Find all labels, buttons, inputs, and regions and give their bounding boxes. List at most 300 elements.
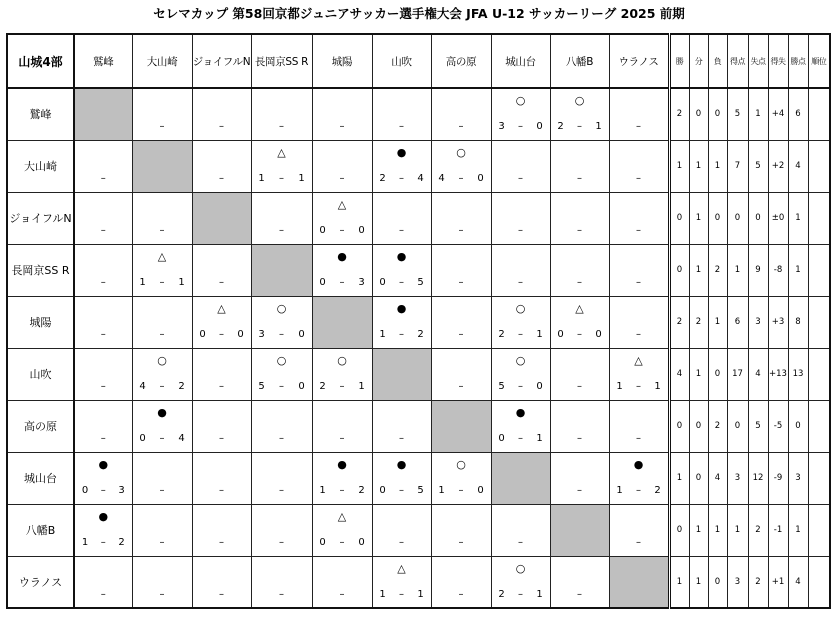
match-cell [132,88,192,140]
win-mark: ○ [337,354,347,367]
score-separator: – [159,277,165,288]
match-cell-content [373,401,431,451]
score-for: 1 [616,381,623,392]
match-cell [372,556,431,608]
loss-mark: ● [396,250,407,263]
match-cell [312,452,372,504]
stat-goals-for: 1 [727,244,748,296]
stat-losses: 1 [708,504,727,556]
match-cell-content [313,141,372,191]
stat-rank [808,296,830,348]
stat-rank [808,348,830,400]
stat-goals-against: 3 [748,296,768,348]
match-cell-content [133,89,192,139]
match-cell [251,504,312,556]
stat-wins: 0 [669,504,689,556]
match-cell [372,504,431,556]
match-cell [609,504,669,556]
not-played-mark: – [159,225,165,236]
match-score [438,484,485,498]
score-separator: – [279,381,284,392]
match-cell [491,296,550,348]
match-score [258,380,306,394]
stat-points: 4 [788,556,808,608]
not-played-mark: – [636,277,641,288]
header-row [7,34,830,88]
score-against: 0 [595,329,602,340]
row-team-name: 長岡京SS R [7,244,74,296]
stat-points: 0 [788,400,808,452]
score-for: 3 [258,329,265,340]
match-cell [550,140,609,192]
match-cell [74,296,132,348]
not-played-mark: – [279,121,284,133]
stat-goal-difference: -8 [768,244,788,296]
match-score [319,224,366,238]
not-played-mark: – [159,588,165,600]
not-played-mark: – [339,588,345,600]
match-cell [609,452,669,504]
match-cell [74,348,132,400]
stat-rank [808,556,830,608]
match-cell-content [133,297,192,347]
match-cell-content [313,193,372,243]
not-played-mark: – [636,225,641,236]
match-cell-content [551,297,609,347]
score-for: 0 [557,329,564,340]
match-cell [74,140,132,192]
stat-goals-against: 5 [748,400,768,452]
match-cell [550,88,609,140]
match-cell-content [551,349,609,399]
match-cell-content [193,453,251,503]
match-cell-content [373,141,431,191]
row-team-name: 高の原 [7,400,74,452]
match-score [319,380,366,394]
row-team-name: 鷲峰 [7,88,74,140]
score-separator: – [518,121,523,133]
not-played-mark: – [219,537,224,548]
loss-mark: ● [396,302,407,315]
row-team-name: ウラノス [7,556,74,608]
match-cell-content [193,141,251,191]
score-for: 4 [438,173,445,184]
match-cell-content [75,557,132,607]
match-cell [251,400,312,452]
self-match-cell [312,296,372,348]
score-against: 5 [417,277,424,288]
match-cell-content [75,505,132,555]
score-for: 0 [498,433,505,444]
match-cell-content [373,297,431,347]
not-played-mark: – [518,173,523,184]
win-mark: ○ [515,561,526,575]
match-cell-content [313,401,372,451]
match-cell [312,244,372,296]
match-cell [491,140,550,192]
score-for: 0 [199,329,206,340]
stat-goal-difference: +2 [768,140,788,192]
match-cell [251,452,312,504]
stat-draws: 1 [689,348,708,400]
self-match-cell [491,452,550,504]
score-against: 2 [358,485,365,496]
score-against: 1 [654,381,661,392]
match-cell [132,348,192,400]
self-match-cell [550,504,609,556]
stat-goals-for-header: 得点 [727,34,748,88]
column-team-name: ウラノス [609,34,669,88]
stat-draws: 2 [689,296,708,348]
match-score [498,120,544,134]
score-separator: – [399,329,404,340]
stat-losses: 0 [708,556,727,608]
not-played-mark: – [100,277,106,288]
match-cell [74,556,132,608]
match-cell-content [492,193,550,243]
not-played-mark: – [518,277,523,288]
score-separator: – [159,433,165,444]
match-score [258,172,306,186]
not-played-mark: – [219,173,224,184]
score-against: 1 [417,588,424,600]
match-score [616,380,662,394]
self-match-cell [74,88,132,140]
match-score [81,536,126,550]
match-cell [372,244,431,296]
stat-goals-for: 5 [727,88,748,140]
not-played-mark: – [339,433,345,444]
match-cell-content [610,193,668,243]
team-row [7,452,830,504]
stat-rank [808,88,830,140]
not-played-mark: – [577,433,582,444]
match-score [319,276,366,290]
not-played-mark: – [399,433,404,444]
match-cell [132,296,192,348]
stat-points-header: 勝点 [788,34,808,88]
score-separator: – [339,537,345,548]
match-cell [312,556,372,608]
score-for: 0 [379,485,386,496]
score-separator: – [339,277,345,288]
win-mark: ○ [515,354,526,367]
division-label: 山城4部 [7,34,74,88]
league-table-header [7,34,830,88]
match-cell-content [492,245,550,295]
team-row [7,504,830,556]
match-cell [550,556,609,608]
match-cell-content [610,89,668,139]
column-team-name: 城陽 [312,34,372,88]
score-against: 0 [358,225,365,236]
loss-mark: ● [515,406,526,419]
match-cell-content [75,193,132,243]
row-team-name: 山吹 [7,348,74,400]
score-for: 5 [258,381,265,392]
stat-wins: 4 [669,348,689,400]
match-score [319,484,366,498]
match-cell [132,504,192,556]
score-against: 0 [536,121,543,133]
match-cell [491,192,550,244]
not-played-mark: – [636,537,641,548]
stat-goals-against: 12 [748,452,768,504]
match-cell [491,88,550,140]
match-cell [372,88,431,140]
match-cell [550,400,609,452]
score-for: 3 [498,121,505,133]
stat-goals-against: 9 [748,244,768,296]
team-row [7,88,830,140]
score-for: 1 [319,485,326,496]
score-for: 1 [258,173,265,184]
win-mark: ○ [515,94,526,108]
not-played-mark: – [100,381,106,392]
not-played-mark: – [636,173,641,184]
match-score [438,172,485,186]
not-played-mark: – [219,121,224,133]
match-cell-content [432,245,491,295]
match-cell-content [313,557,372,607]
match-score [498,380,544,394]
match-cell [132,556,192,608]
match-cell [431,88,491,140]
stat-goals-for: 17 [727,348,748,400]
column-team-name: 城山台 [491,34,550,88]
row-team-name: 八幡B [7,504,74,556]
match-cell-content [252,401,312,451]
not-played-mark: – [219,588,224,600]
match-cell-content [373,453,431,503]
match-cell [550,452,609,504]
score-for: 0 [319,277,326,288]
self-match-cell [431,400,491,452]
match-cell [431,348,491,400]
match-cell [312,348,372,400]
not-played-mark: – [159,329,165,340]
score-for: 2 [498,329,505,340]
stat-goals-for: 0 [727,192,748,244]
draw-mark: △ [397,561,406,575]
score-against: 4 [417,173,424,184]
match-cell [609,244,669,296]
match-cell [192,400,251,452]
match-cell-content [313,89,372,139]
stat-losses: 0 [708,88,727,140]
match-score [498,588,544,602]
match-cell [192,504,251,556]
league-table-body [7,88,830,608]
score-separator: – [279,329,284,340]
match-cell-content [432,89,491,139]
not-played-mark: – [279,537,284,548]
stat-draws: 1 [689,244,708,296]
stat-draws: 1 [689,504,708,556]
stat-goals-for: 3 [727,452,748,504]
column-team-name: 大山崎 [132,34,192,88]
match-cell [491,556,550,608]
self-match-cell [251,244,312,296]
not-played-mark: – [458,225,464,236]
team-row [7,556,830,608]
score-separator: – [100,537,106,548]
match-cell-content [252,193,312,243]
stat-goals-against: 0 [748,192,768,244]
match-score [498,328,544,342]
column-team-name: 鷲峰 [74,34,132,88]
stat-draws: 0 [689,400,708,452]
win-mark: ○ [276,354,287,367]
loss-mark: ● [396,146,407,159]
not-played-mark: – [159,485,165,496]
not-played-mark: – [279,485,284,496]
match-score [139,380,186,394]
loss-mark: ● [157,406,167,419]
stat-draws: 0 [689,452,708,504]
match-cell-content [252,453,312,503]
match-score [379,172,425,186]
match-cell-content [610,349,668,399]
column-team-name: 長岡京SS R [251,34,312,88]
score-against: 2 [654,485,661,496]
match-cell-content [432,349,491,399]
match-cell [312,504,372,556]
stat-wins: 2 [669,296,689,348]
score-separator: – [577,121,582,133]
not-played-mark: – [219,433,224,444]
stat-rank [808,192,830,244]
not-played-mark: – [339,121,345,133]
match-score [319,536,366,550]
team-row [7,244,830,296]
column-team-name: 高の原 [431,34,491,88]
match-cell [251,348,312,400]
score-for: 0 [379,277,386,288]
not-played-mark: – [518,537,523,548]
score-separator: – [399,277,404,288]
score-against: 3 [358,277,365,288]
not-played-mark: – [399,225,404,236]
column-team-name: 八幡B [550,34,609,88]
match-cell [491,348,550,400]
score-separator: – [339,485,345,496]
match-cell [251,140,312,192]
page-title: セレマカップ 第58回京都ジュニアサッカー選手権大会 JFA U-12 サッカーリーグ 2025 前期 [153,6,685,21]
score-against: 1 [536,329,543,340]
not-played-mark: – [577,381,582,392]
match-cell-content [313,505,372,555]
match-cell-content [252,297,312,347]
match-cell-content [193,89,251,139]
score-for: 2 [379,173,386,184]
score-against: 0 [536,381,543,392]
stat-points: 13 [788,348,808,400]
stat-goal-difference: ±0 [768,192,788,244]
match-score [81,484,126,498]
not-played-mark: – [577,485,582,496]
match-cell-content [75,453,132,503]
not-played-mark: – [399,537,404,548]
match-score [258,328,306,342]
score-separator: – [339,381,345,392]
score-against: 2 [118,537,125,548]
match-cell [431,192,491,244]
match-score [379,588,425,602]
stat-wins-header: 勝 [669,34,689,88]
match-cell-content [492,89,550,139]
draw-mark: △ [277,146,286,159]
stat-goals-against: 2 [748,504,768,556]
loss-mark: ● [633,458,644,471]
match-cell [609,192,669,244]
not-played-mark: – [219,485,224,496]
score-against: 2 [417,329,424,340]
score-separator: – [339,225,345,236]
match-cell-content [432,141,491,191]
match-cell [251,556,312,608]
score-against: 1 [298,173,305,184]
win-mark: ○ [456,458,466,471]
score-separator: – [636,485,641,496]
not-played-mark: – [458,329,464,340]
match-cell-content [75,297,132,347]
match-cell [312,192,372,244]
match-cell [491,400,550,452]
not-played-mark: – [100,225,106,236]
match-cell-content [313,349,372,399]
match-cell-content [133,245,192,295]
match-cell [74,192,132,244]
match-cell-content [373,89,431,139]
score-for: 1 [616,485,623,496]
stat-wins: 2 [669,88,689,140]
team-row [7,192,830,244]
win-mark: ○ [456,146,466,159]
match-cell [132,192,192,244]
score-separator: – [458,485,464,496]
match-cell [251,88,312,140]
stat-wins: 1 [669,556,689,608]
stat-goals-against: 2 [748,556,768,608]
team-row [7,400,830,452]
match-cell-content [551,557,609,607]
match-cell [132,400,192,452]
score-against: 1 [358,381,365,392]
score-for: 1 [81,537,89,548]
column-team-name: ジョイフルN [192,34,251,88]
match-cell-content [313,245,372,295]
stat-goal-difference-header: 得失 [768,34,788,88]
match-cell-content [432,193,491,243]
match-cell [431,244,491,296]
loss-mark: ● [337,458,347,471]
score-for: 5 [498,381,505,392]
match-cell [609,296,669,348]
match-cell-content [133,453,192,503]
score-separator: – [458,173,464,184]
score-separator: – [399,173,404,184]
not-played-mark: – [399,121,404,133]
match-cell-content [373,505,431,555]
match-cell-content [492,349,550,399]
match-cell [491,244,550,296]
match-score [616,484,662,498]
match-cell-content [551,453,609,503]
score-separator: – [159,381,165,392]
stat-goal-difference: +13 [768,348,788,400]
not-played-mark: – [100,173,106,184]
